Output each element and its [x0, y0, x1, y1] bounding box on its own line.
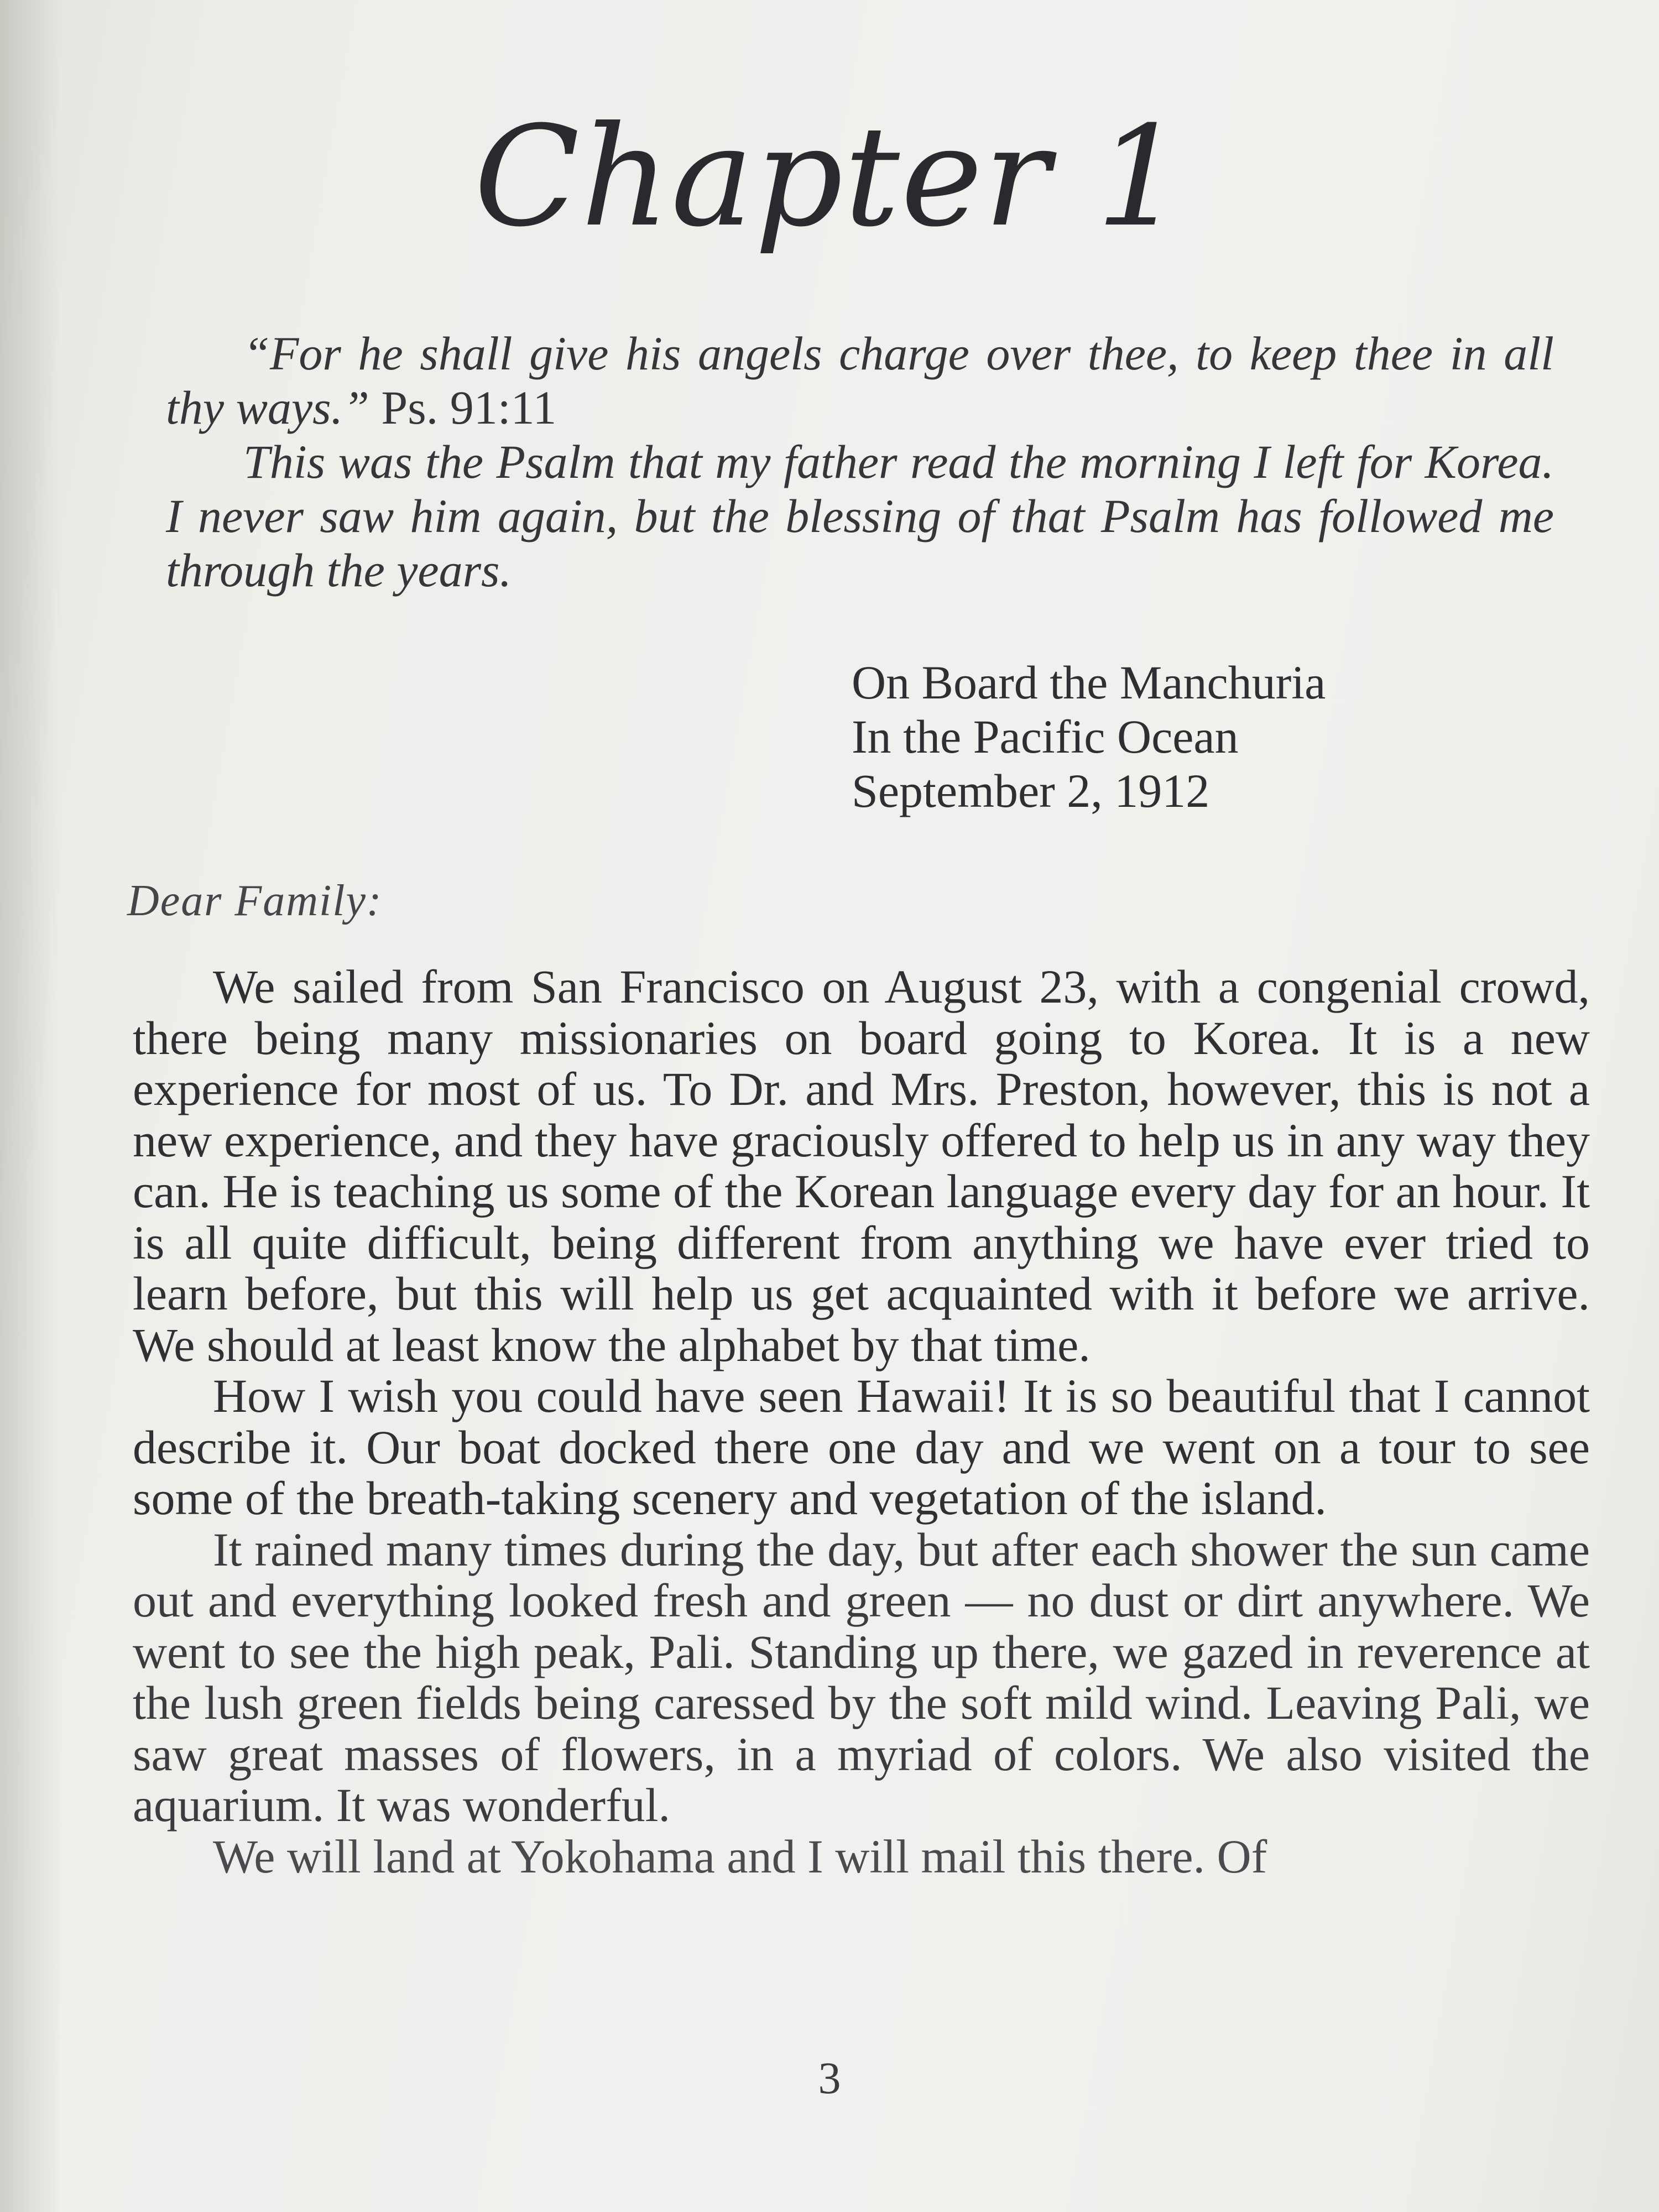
epigraph-reference: Ps. 91:11	[381, 381, 557, 434]
body-paragraph: How I wish you could have seen Hawaii! It is so beautiful that I cannot describe it. Our boat docked there one day and we went on a tour to see some of the breath-taking scenery and vegetation of the island.	[133, 1369, 1590, 1525]
letter-body	[133, 961, 1590, 1882]
epigraph	[166, 326, 1554, 597]
body-paragraph: We will land at Yokohama and I will mail this there. Of	[213, 1829, 1267, 1883]
epigraph-quote-line	[166, 326, 1554, 435]
body-paragraph: It rained many times during the day, but after each shower the sun came out and everything looked fresh and green — no dust or dirt anywhere. We went to see the high peak, Pali. Standing up there, we gazed in reverence at the lush green fields being caressed by the soft mild wind. Leaving Pali, we saw great masses of flowers, in a myriad of colors. We also visited the aquarium. It was wonderful.	[133, 1522, 1590, 1832]
epigraph-quote: “For he shall give his angels charge over thee, to keep thee in all thy ways.”	[166, 327, 1554, 434]
epigraph-note: This was the Psalm that my father read the morning I left for Korea. I never saw him again, but the blessing of that Psalm has followed me through the years.	[166, 435, 1554, 597]
dateline-date: September 2, 1912	[852, 764, 1210, 817]
letter-salutation: Dear Family:	[127, 877, 383, 925]
spine-shadow	[0, 0, 61, 2212]
dateline-ship: On Board the Manchuria	[852, 656, 1326, 709]
letter-dateline	[852, 655, 1571, 818]
body-paragraph: We sailed from San Francisco on August 23, with a congenial crowd, there being many missionaries on board going to Korea. It is a new experience for most of us. To Dr. and Mrs. Preston, however, this is not a new experience, and they have graciously offered to help us in any way they can. He is teaching us some of the Korean language every day for an hour. It is all quite difficult, being different from anything we have ever tried to learn before, but this will help us get acquainted with it before we arrive. We should at least know the alphabet by that time.	[133, 960, 1590, 1371]
dateline-location: In the Pacific Ocean	[852, 710, 1239, 763]
chapter-title: Chapter 1	[474, 96, 1185, 257]
page-number: 3	[818, 2053, 841, 2103]
